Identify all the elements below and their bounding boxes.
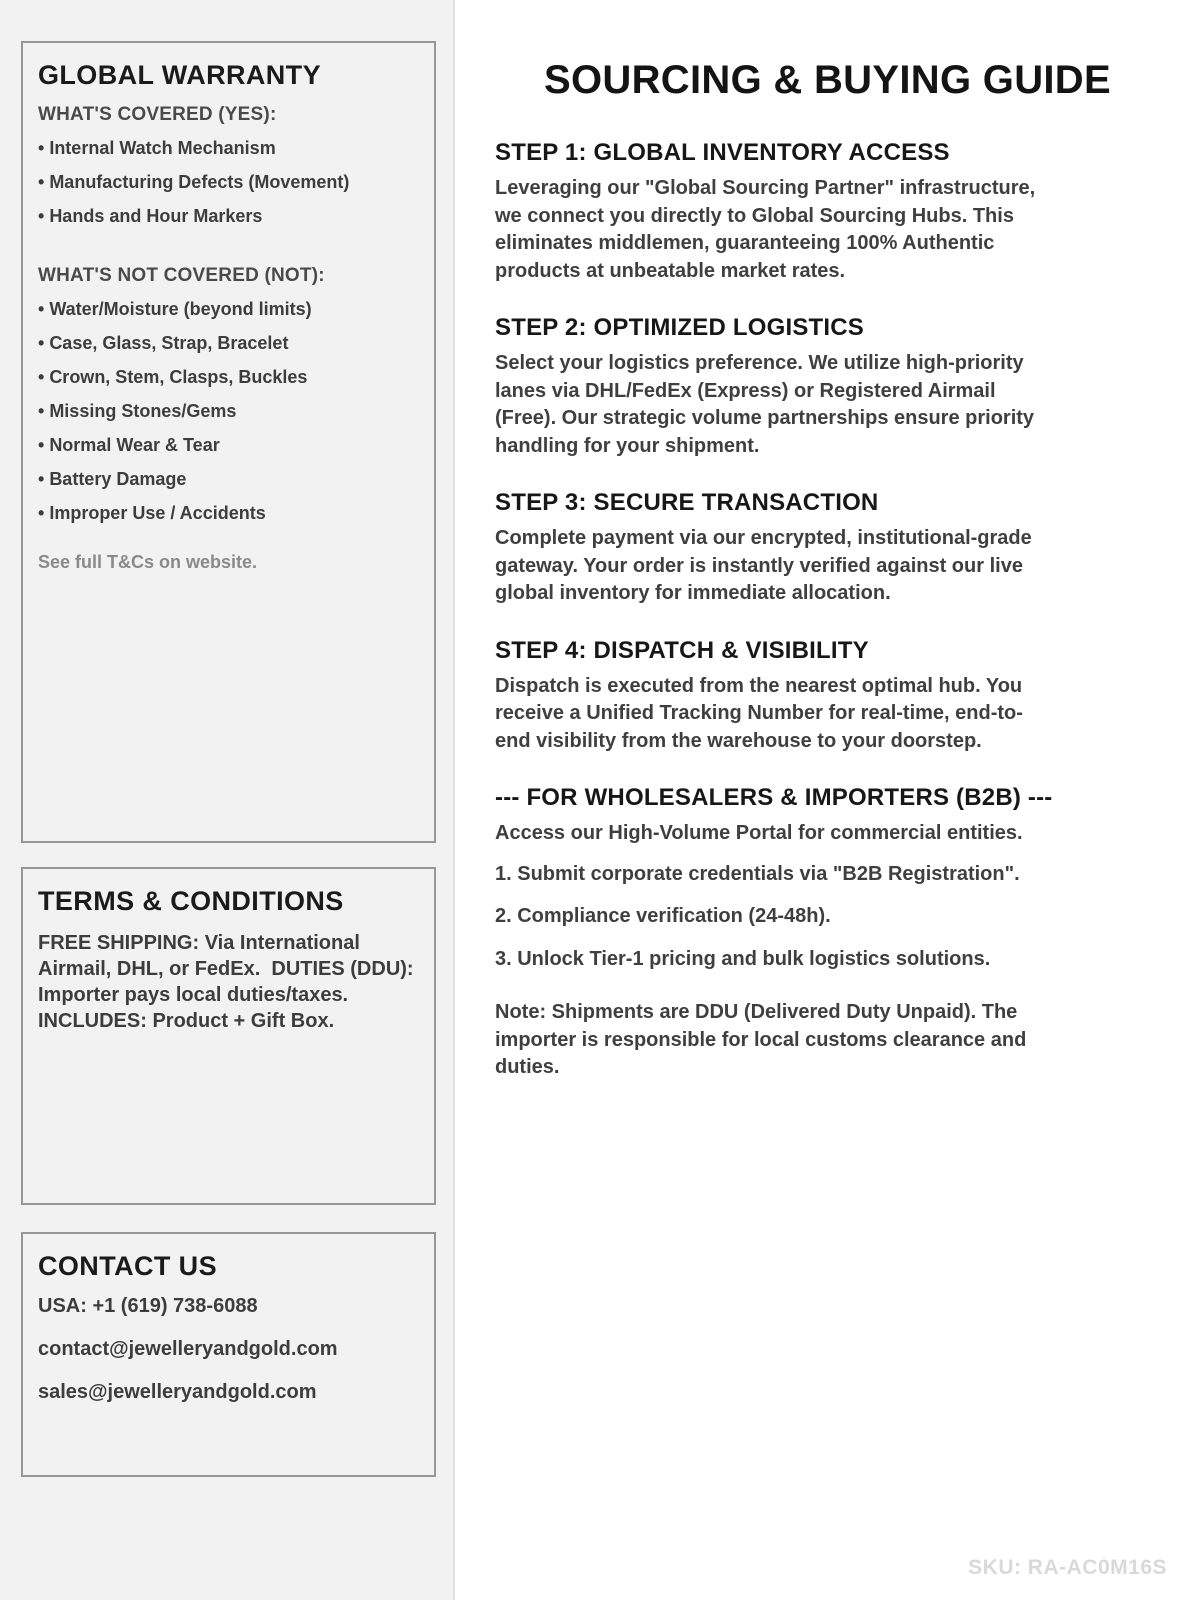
list-item: • Case, Glass, Strap, Bracelet xyxy=(38,326,419,360)
terms-panel xyxy=(21,867,436,1205)
warranty-title: GLOBAL WARRANTY xyxy=(38,60,321,90)
list-item: • Improper Use / Accidents xyxy=(38,496,419,530)
sku-label: SKU: RA-AC0M16S xyxy=(968,1556,1167,1579)
list-item: • Normal Wear & Tear xyxy=(38,428,419,462)
b2b-intro: Access our High-Volume Portal for commercial entities. xyxy=(495,822,1023,844)
step-1-section xyxy=(495,139,1160,285)
b2b-note: Note: Shipments are DDU (Delivered Duty Unpaid). The importer is responsible for local customs clearance and duties. xyxy=(495,1001,1027,1078)
step-3-heading: STEP 3: SECURE TRANSACTION xyxy=(495,489,879,516)
contact-email-primary: contact@jewelleryandgold.com xyxy=(38,1338,338,1360)
b2b-section xyxy=(495,784,1160,1082)
list-item: • Missing Stones/Gems xyxy=(38,394,419,428)
list-item: • Manufacturing Defects (Movement) xyxy=(38,165,419,199)
list-item: • Internal Watch Mechanism xyxy=(38,131,419,165)
step-1-heading: STEP 1: GLOBAL INVENTORY ACCESS xyxy=(495,139,950,166)
main-content xyxy=(457,0,1200,1600)
contact-phone: USA: +1 (619) 738-6088 xyxy=(38,1295,258,1317)
b2b-step-1: 1. Submit corporate credentials via "B2B Registration". xyxy=(495,862,1020,885)
covered-heading: WHAT'S COVERED (YES): xyxy=(38,104,277,125)
covered-list xyxy=(38,131,419,233)
list-item: • Crown, Stem, Clasps, Buckles xyxy=(38,360,419,394)
global-warranty-panel xyxy=(21,41,436,843)
step-4-heading: STEP 4: DISPATCH & VISIBILITY xyxy=(495,636,869,664)
step-2-heading: STEP 2: OPTIMIZED LOGISTICS xyxy=(495,314,864,341)
list-item: • Hands and Hour Markers xyxy=(38,199,419,233)
terms-title: TERMS & CONDITIONS xyxy=(38,886,344,916)
list-item: • Water/Moisture (beyond limits) xyxy=(38,292,419,326)
not-covered-heading: WHAT'S NOT COVERED (NOT): xyxy=(38,265,325,286)
step-4-section xyxy=(495,637,1160,756)
step-3-section xyxy=(495,489,1160,608)
terms-body: FREE SHIPPING: Via International Airmail, DHL, or FedEx. DUTIES (DDU): Importer pays local duties/taxes. INCLUDES: Product + Gift Box. xyxy=(38,932,420,1032)
step-2-body: Select your logistics preference. We utilize high-priority lanes via DHL/FedEx (Express) or Registered Airmail (Free). Our strategic volume partnerships ensure priority handling for your shipment. xyxy=(495,352,1035,457)
b2b-step-2: 2. Compliance verification (24-48h). xyxy=(495,905,831,927)
step-3-body: Complete payment via our encrypted, institutional-grade gateway. Your order is instantly verified against our live global inventory for immediate allocation. xyxy=(495,527,1032,604)
sidebar xyxy=(0,0,455,1600)
step-4-body: Dispatch is executed from the nearest optimal hub. You receive a Unified Tracking Number for real-time, end-to-end visibility from the warehouse to your doorstep. xyxy=(495,674,1023,752)
b2b-step-3: 3. Unlock Tier-1 pricing and bulk logistics solutions. xyxy=(495,947,991,970)
not-covered-list xyxy=(38,292,419,530)
contact-title: CONTACT US xyxy=(38,1251,217,1281)
list-item: • Battery Damage xyxy=(38,462,419,496)
warranty-footnote: See full T&Cs on website. xyxy=(38,552,258,572)
step-1-body: Leveraging our "Global Sourcing Partner" infrastructure, we connect you directly to Global Sourcing Hubs. This eliminates middlemen, guaranteeing 100% Authentic products at unbeatable market rates. xyxy=(495,177,1036,282)
step-2-section xyxy=(495,314,1160,460)
b2b-heading: --- FOR WHOLESALERS & IMPORTERS (B2B) --- xyxy=(495,784,1053,811)
contact-panel xyxy=(21,1232,436,1477)
page-title: SOURCING & BUYING GUIDE xyxy=(544,58,1111,102)
contact-email-sales: sales@jewelleryandgold.com xyxy=(38,1381,317,1403)
